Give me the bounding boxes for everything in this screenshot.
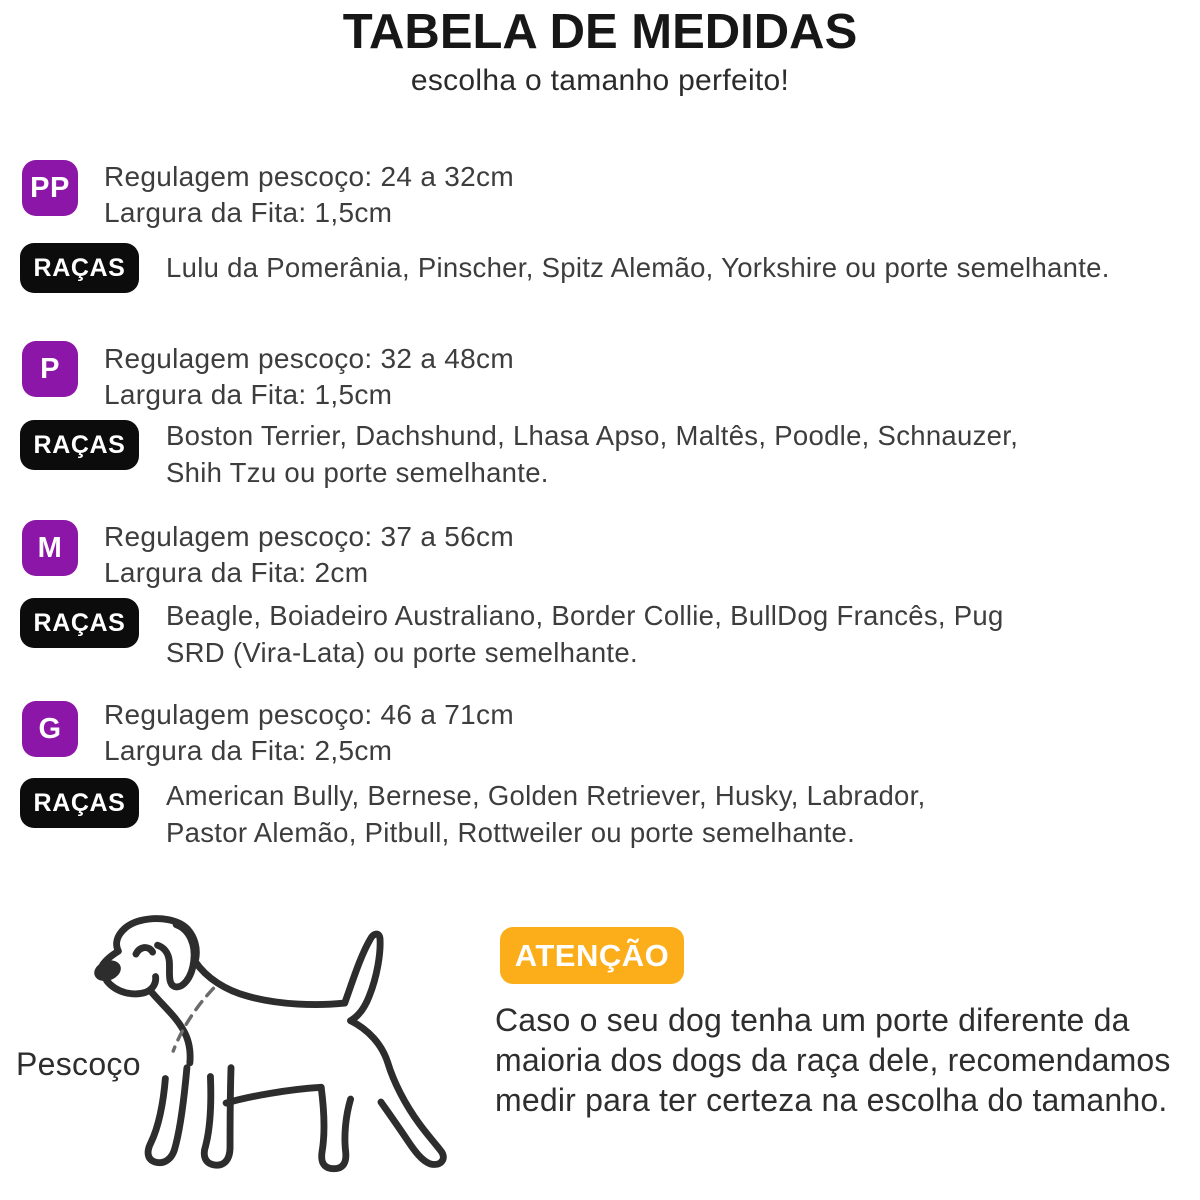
attention-badge: ATENÇÃO <box>500 927 684 984</box>
dog-eye <box>136 948 153 955</box>
size-badge-p: P <box>22 341 78 397</box>
size-info-pp <box>104 159 1004 231</box>
races-text-line: Shih Tzu ou porte semelhante. <box>166 457 549 488</box>
dog-tail <box>345 934 380 1021</box>
dog-rear-leg-far <box>351 1021 444 1165</box>
size-info-g <box>104 697 1004 769</box>
races-text-line: Boston Terrier, Dachshund, Lhasa Apso, Maltês, Poodle, Schnauzer, <box>166 420 1019 451</box>
attention-text-line-1: Caso o seu dog tenha um porte diferente da <box>495 1002 1130 1038</box>
races-text-line: Beagle, Boiadeiro Australiano, Border Collie, BullDog Francês, Pug <box>166 600 1004 631</box>
races-text-line: American Bully, Bernese, Golden Retriever, Husky, Labrador, <box>166 780 926 811</box>
races-badge-pp: RAÇAS <box>20 243 139 293</box>
neck-label: Pescoço <box>16 1046 141 1082</box>
page-title: TABELA DE MEDIDAS <box>342 5 858 59</box>
races-text-line: Lulu da Pomerânia, Pinscher, Spitz Alemão, Yorkshire ou porte semelhante. <box>166 252 1110 283</box>
attention-text-line-3: medir para ter certeza na escolha do tamanho. <box>495 1082 1168 1118</box>
dog-rear-leg-near <box>321 1087 350 1168</box>
races-text-g <box>166 777 1186 851</box>
races-text-line: Pastor Alemão, Pitbull, Rottweiler ou porte semelhante. <box>166 817 856 848</box>
races-badge-g: RAÇAS <box>20 778 139 828</box>
races-badge-p: RAÇAS <box>20 420 139 470</box>
size-info-m <box>104 519 1004 591</box>
attention-text-line-2: maioria dos dogs da raça dele, recomendamos <box>495 1042 1171 1078</box>
size-strap-text: Largura da Fita: 1,5cm <box>104 197 393 228</box>
size-badge-pp: PP <box>22 160 78 216</box>
size-info-p <box>104 341 1004 413</box>
dog-illustration <box>85 908 477 1200</box>
dog-nose <box>91 957 123 985</box>
size-strap-text: Largura da Fita: 1,5cm <box>104 379 393 410</box>
size-neck-text: Regulagem pescoço: 37 a 56cm <box>104 521 514 552</box>
attention-text <box>495 1000 1195 1120</box>
size-neck-text: Regulagem pescoço: 46 a 71cm <box>104 699 514 730</box>
dog-mouth <box>107 977 156 994</box>
dog-back <box>195 961 345 1005</box>
races-text-p <box>166 417 1186 491</box>
dog-illustration-svg <box>85 908 477 1200</box>
size-neck-text: Regulagem pescoço: 24 a 32cm <box>104 161 514 192</box>
dog-front-leg-right <box>204 1068 231 1165</box>
size-badge-m: M <box>22 520 78 576</box>
dog-belly <box>226 1087 321 1103</box>
page-subtitle: escolha o tamanho perfeito! <box>410 64 790 97</box>
size-strap-text: Largura da Fita: 2cm <box>104 557 369 588</box>
size-strap-text: Largura da Fita: 2,5cm <box>104 735 393 766</box>
races-text-line: SRD (Vira-Lata) ou porte semelhante. <box>166 637 638 668</box>
dog-front-leg-left <box>148 1068 187 1163</box>
size-neck-text: Regulagem pescoço: 32 a 48cm <box>104 343 514 374</box>
races-text-m <box>166 597 1186 671</box>
races-text-pp <box>166 249 1186 286</box>
races-badge-m: RAÇAS <box>20 598 139 648</box>
dog-chest <box>152 992 190 1063</box>
dog-ear <box>158 925 195 987</box>
dog-head <box>117 919 197 959</box>
size-badge-g: G <box>22 701 78 757</box>
